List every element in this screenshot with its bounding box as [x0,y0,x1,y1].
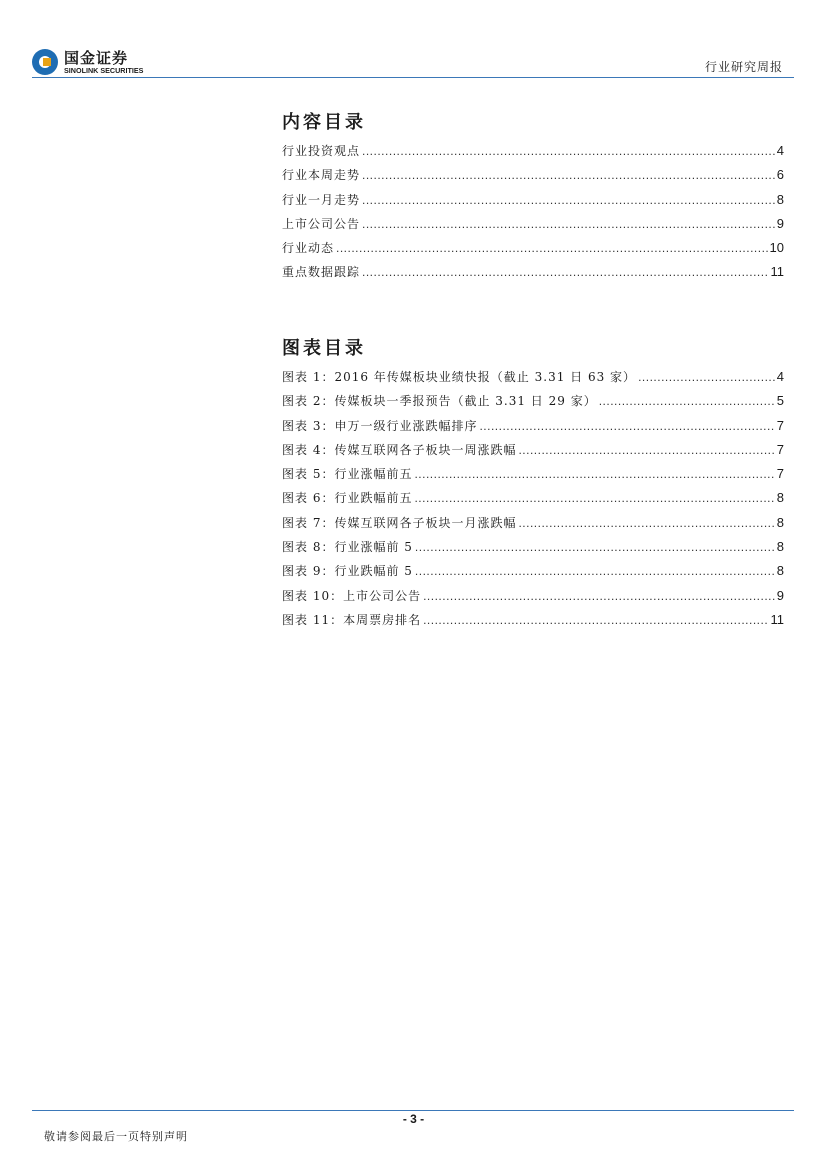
toc-entry[interactable] [282,489,784,513]
toc-dot-leader [362,217,775,231]
toc-entry-label: 图表 7：传媒互联网各子板块一月涨跌幅 [282,515,517,530]
toc-dot-leader [518,443,774,457]
toc-entry-label: 行业动态 [282,241,335,256]
contents-toc [282,108,784,288]
toc-entry-page: 5 [776,393,784,409]
toc-entry-page: 8 [776,539,784,555]
toc-entry-label: 图表 3：申万一级行业涨跌幅排序 [282,418,478,433]
toc-dot-leader [415,540,775,554]
toc-entry[interactable] [282,142,784,166]
toc-dot-leader [362,144,775,158]
figures-toc [282,334,784,635]
toc-dot-leader [423,613,768,627]
toc-entry-page: 9 [776,215,784,231]
toc-dot-leader [362,265,768,279]
toc-entry-page: 10 [769,240,784,256]
toc-dot-leader [336,241,768,255]
report-type: 行业研究周报 [704,60,783,74]
toc-entry-label: 图表 9：行业跌幅前 5 [282,564,413,579]
toc-entry[interactable] [282,562,784,586]
figures-toc-title: 图表目录 [282,338,366,359]
contents-toc-list [282,142,784,288]
toc-dot-leader [414,491,774,505]
footer-disclaimer: 敬请参阅最后一页特别声明 [44,1130,188,1143]
toc-entry-page: 11 [770,611,784,627]
logo-chinese-name: 国金证券 [64,49,129,67]
logo-gold-square-icon [43,58,51,66]
toc-dot-leader [423,589,775,603]
toc-entry[interactable] [282,368,784,392]
toc-entry-page: 9 [776,587,784,603]
toc-entry-label: 行业本周走势 [282,168,361,183]
toc-entry[interactable] [282,239,784,263]
header-rule [32,77,794,78]
toc-entry[interactable] [282,166,784,190]
toc-entry-page: 4 [776,143,784,158]
toc-entry[interactable] [282,441,784,465]
logo-english-name: SINOLINK SECURITIES [64,66,144,75]
toc-entry-page: 11 [770,264,784,280]
toc-entry[interactable] [282,611,784,635]
toc-entry-label: 图表 1：2016 年传媒板块业绩快报（截止 3.31 日 63 家） [282,370,637,384]
toc-entry[interactable] [282,191,784,215]
toc-entry-page: 8 [776,563,784,579]
toc-entry-label: 图表 5：行业涨幅前五 [282,467,413,482]
toc-entry-page: 8 [776,490,784,506]
toc-entry[interactable] [282,417,784,441]
toc-dot-leader [362,168,775,182]
toc-dot-leader [362,193,775,207]
toc-entry-label: 图表 4：传媒互联网各子板块一周涨跌幅 [282,442,517,457]
toc-dot-leader [414,467,774,481]
toc-entry[interactable] [282,587,784,611]
toc-entry-label: 图表 2：传媒板块一季报预告（截止 3.31 日 29 家） [282,394,597,409]
figures-toc-list [282,368,784,635]
toc-entry-page: 4 [776,369,784,384]
toc-entry-label: 图表 6：行业跌幅前五 [282,491,413,506]
toc-entry-label: 重点数据跟踪 [282,265,361,280]
toc-dot-leader [479,419,774,433]
toc-entry[interactable] [282,538,784,562]
toc-entry-page: 7 [776,466,784,482]
toc-dot-leader [599,394,775,408]
toc-entry-label: 行业一月走势 [282,192,361,207]
page-number: - 3 - [402,1112,425,1126]
toc-entry[interactable] [282,514,784,538]
toc-entry-page: 7 [776,441,784,457]
page-header [0,0,827,80]
footer-rule [32,1110,794,1111]
company-logo [32,47,152,77]
toc-entry-label: 上市公司公告 [282,216,361,231]
toc-entry[interactable] [282,465,784,489]
toc-entry-label: 图表 8：行业涨幅前 5 [282,540,413,555]
toc-entry-label: 行业投资观点 [282,144,361,158]
toc-entry-page: 8 [776,191,784,207]
contents-toc-title: 内容目录 [282,112,366,133]
toc-entry[interactable] [282,215,784,239]
toc-dot-leader [518,516,774,530]
toc-dot-leader [415,564,775,578]
toc-entry-page: 8 [776,514,784,530]
toc-entry-page: 6 [776,167,784,183]
toc-entry[interactable] [282,392,784,416]
toc-dot-leader [638,370,775,384]
toc-entry[interactable] [282,263,784,287]
toc-entry-label: 图表 10：上市公司公告 [282,588,422,603]
toc-entry-page: 7 [776,417,784,433]
toc-entry-label: 图表 11：本周票房排名 [282,612,422,627]
